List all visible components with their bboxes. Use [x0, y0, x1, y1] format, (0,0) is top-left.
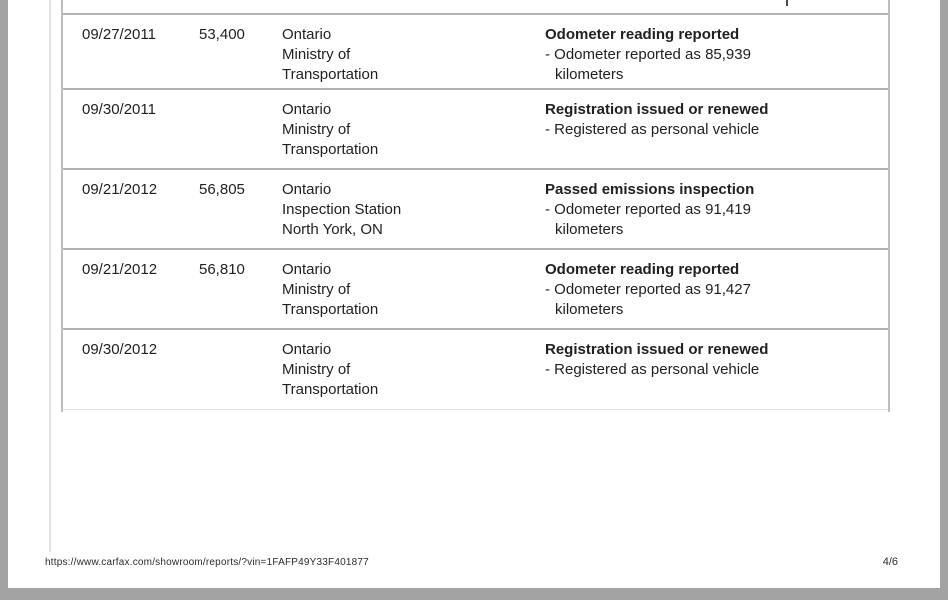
page-edge-line — [49, 0, 51, 552]
row-date: 09/27/2011 — [82, 26, 156, 43]
row-source — [282, 100, 545, 168]
comment-detail: - Registered as personal vehicle — [545, 361, 760, 378]
row-date: 09/21/2012 — [82, 181, 158, 198]
comment-detail: - Odometer reported as 85,939 — [545, 46, 751, 63]
clipped-top-row — [63, 0, 888, 15]
source-line: Ministry of — [282, 281, 351, 298]
comment-title: Registration issued or renewed — [545, 341, 769, 358]
comment-detail: - Odometer reported as 91,419 — [545, 201, 751, 218]
viewer-frame-bottom — [0, 588, 948, 600]
viewer-frame-right — [940, 0, 948, 588]
history-row — [63, 250, 888, 330]
row-source — [282, 180, 545, 248]
row-source — [282, 340, 545, 409]
source-line: Transportation — [282, 301, 379, 318]
source-line: Ontario — [282, 26, 332, 43]
row-date: 09/30/2011 — [82, 101, 156, 118]
comment-detail: - Odometer reported as 91,427 — [545, 281, 751, 298]
history-row — [63, 170, 888, 250]
row-mileage: 56,810 — [199, 261, 245, 278]
source-line: Ontario — [282, 261, 332, 278]
source-line: North York, ON — [282, 221, 383, 238]
comment-title: Odometer reading reported — [545, 261, 740, 278]
row-mileage — [199, 340, 282, 409]
report-url: https://www.carfax.com/showroom/reports/?vin=1FAFP49Y33F401877 — [45, 557, 369, 568]
source-line: Ontario — [282, 341, 332, 358]
source-line: Transportation — [282, 66, 379, 83]
comment-title: Registration issued or renewed — [545, 101, 769, 118]
viewer-frame-left — [0, 0, 8, 588]
row-mileage: 53,400 — [199, 26, 245, 43]
source-line: Transportation — [282, 141, 379, 158]
source-line: Ministry of — [282, 121, 351, 138]
history-row — [63, 15, 888, 90]
row-comments — [545, 260, 880, 328]
row-comments — [545, 340, 880, 409]
row-mileage — [199, 100, 282, 168]
source-line: Ontario — [282, 101, 332, 118]
comment-detail: kilometers — [555, 301, 624, 318]
comment-detail: - Registered as personal vehicle — [545, 121, 760, 138]
clipped-text-fragment — [786, 0, 788, 6]
row-date: 09/21/2012 — [82, 261, 158, 278]
source-line: Transportation — [282, 381, 379, 398]
comment-detail: kilometers — [555, 66, 624, 83]
source-line: Ministry of — [282, 361, 351, 378]
row-source — [282, 260, 545, 328]
source-line: Inspection Station — [282, 201, 402, 218]
comment-detail: kilometers — [555, 221, 624, 238]
row-mileage: 56,805 — [199, 181, 245, 198]
history-row — [63, 330, 888, 410]
comment-title: Odometer reading reported — [545, 26, 740, 43]
source-line: Ontario — [282, 181, 332, 198]
history-table — [61, 0, 890, 412]
row-comments — [545, 180, 880, 248]
row-source — [282, 25, 545, 88]
page-number: 4/6 — [882, 556, 898, 568]
row-date: 09/30/2012 — [82, 341, 158, 358]
history-row — [63, 90, 888, 170]
source-line: Ministry of — [282, 46, 351, 63]
comment-title: Passed emissions inspection — [545, 181, 755, 198]
row-comments — [545, 25, 880, 88]
row-comments — [545, 100, 880, 168]
